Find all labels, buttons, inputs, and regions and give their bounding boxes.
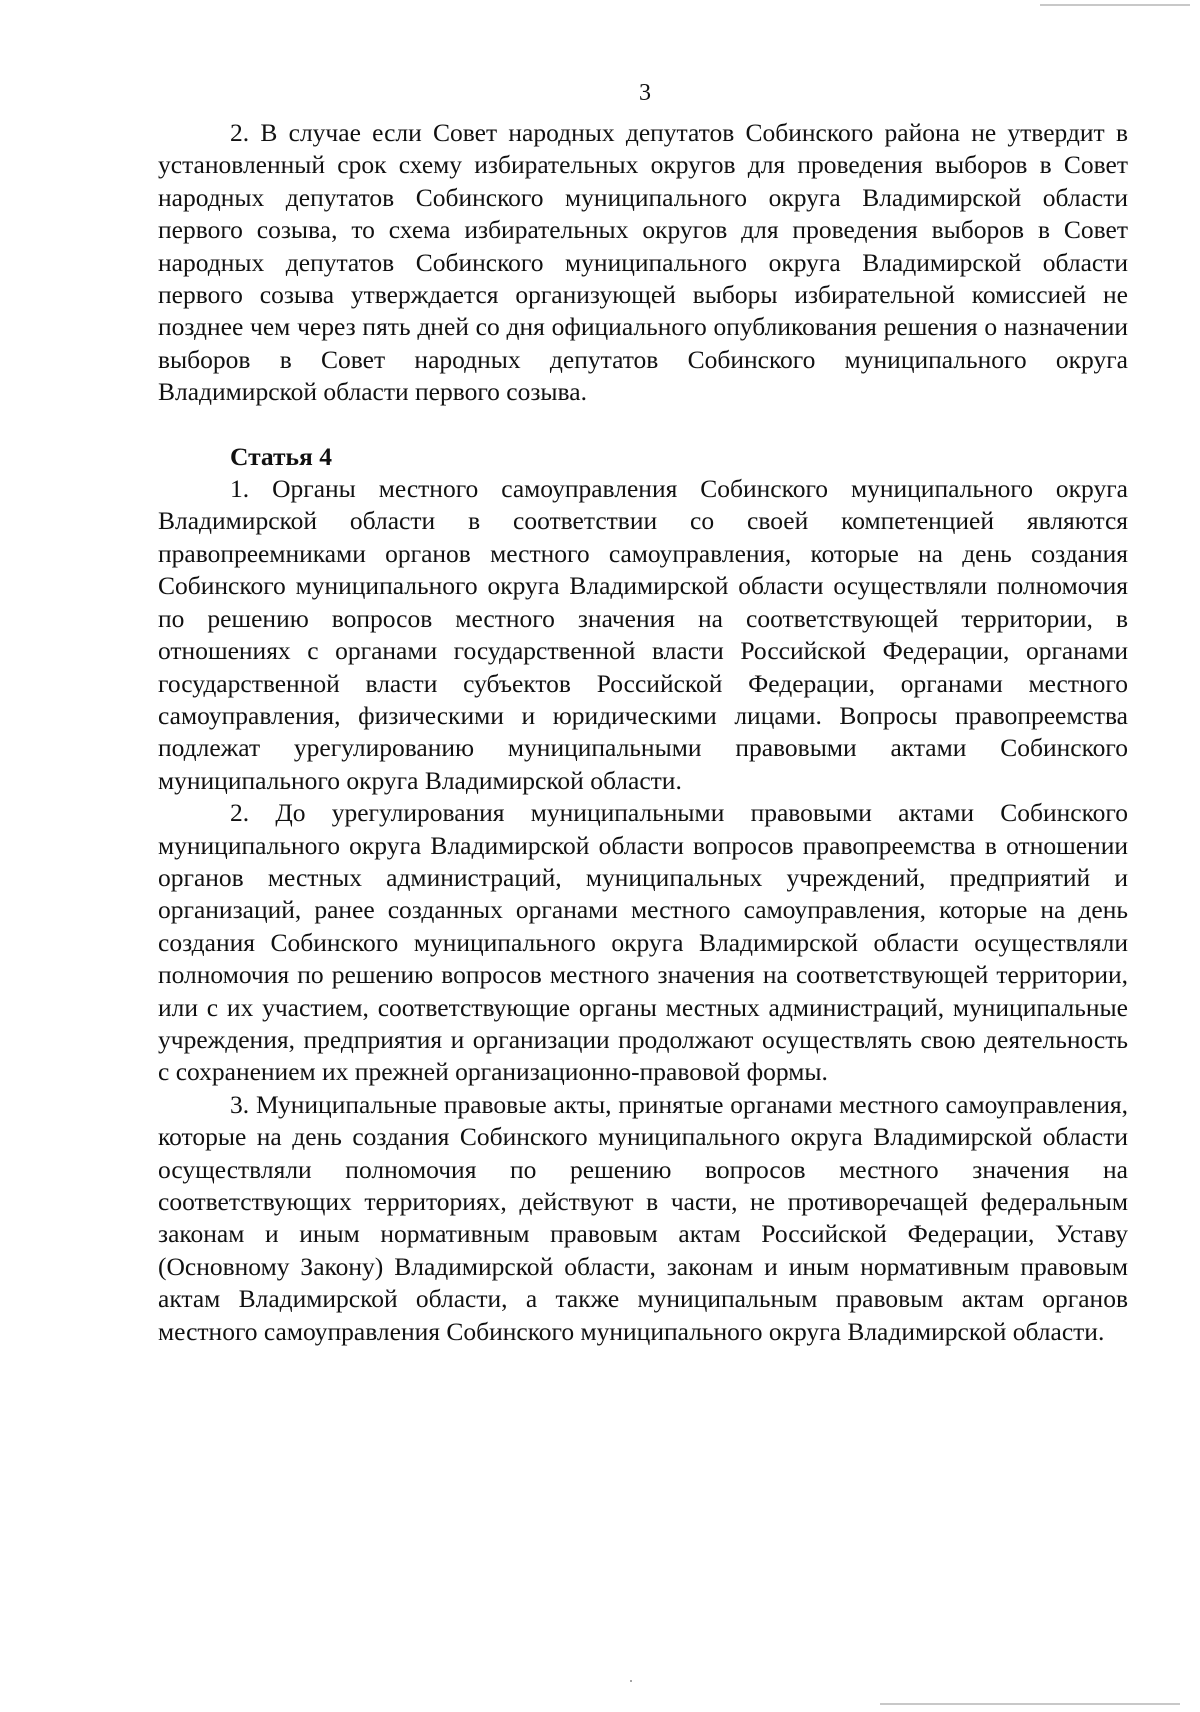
scan-artifact-bottom	[880, 1703, 1180, 1705]
article4-heading: Статья 4	[230, 441, 332, 471]
page-number: 3	[639, 80, 651, 106]
document-body	[158, 117, 1128, 1348]
article4-paragraph-3: 3. Муниципальные правовые акты, принятые органами местного самоуправления, которые на день создания Собинского муниципального округа Владимирской области осуществляли полномочия по решению вопросов местного значения на соответствующих территориях, действуют в части, не противоречащей федеральным законам и иным нормативным правовым актам Российской Федерации, Уставу (Основному Закону) Владимирской области, законам и иным нормативным правовым актам Владимирской области, а также муниципальным правовым актам органов местного самоуправления Собинского муниципального округа Владимирской области.	[158, 1089, 1128, 1346]
article3-paragraph-2: 2. В случае если Совет народных депутатов Собинского района не утвердит в установленный срок схему избирательных округов для проведения выборов в Совет народных депутатов Собинского муниципального округа Владимирской области первого созыва, то схема избирательных округов для проведения выборов в Совет народных депутатов Собинского муниципального округа Владимирской области первого созыва утверждается организующей выборы избирательной комиссией не позднее чем через пять дней со дня официального опубликования решения о назначении выборов в Совет народных депутатов Собинского муниципального округа Владимирской области первого созыва.	[158, 118, 1128, 407]
article4-paragraph-1: 1. Органы местного самоуправления Собинского муниципального округа Владимирской области в соответствии со своей компетенцией являются правопреемниками органов местного самоуправления, которые на день создания Собинского муниципального округа Владимирской области осуществляли полномочия по решению вопросов местного значения на соответствующей территории, в отношениях с органами государственной власти Российской Федерации, органами государственной власти субъектов Российской Федерации, органами местного самоуправления, физическими и юридическими лицами. Вопросы правопреемства подлежат урегулированию муниципальными правовыми актами Собинского муниципального округа Владимирской области.	[158, 474, 1128, 795]
scan-speck	[630, 1680, 632, 1682]
article4-paragraph-2: 2. До урегулирования муниципальными правовыми актами Собинского муниципального округа Владимирской области вопросов правопреемства в отношении органов местных администраций, муниципальных учреждений, предприятий и организаций, ранее созданных органами местного самоуправления, которые на день создания Собинского муниципального округа Владимирской области осуществляли полномочия по решению вопросов местного значения на соответствующей территории, или с их участием, соответствующие органы местных администраций, муниципальные учреждения, предприятия и организации продолжают осуществлять свою деятельность с сохранением их прежней организационно-правовой формы.	[158, 798, 1128, 1087]
scan-artifact-top	[1040, 4, 1190, 6]
